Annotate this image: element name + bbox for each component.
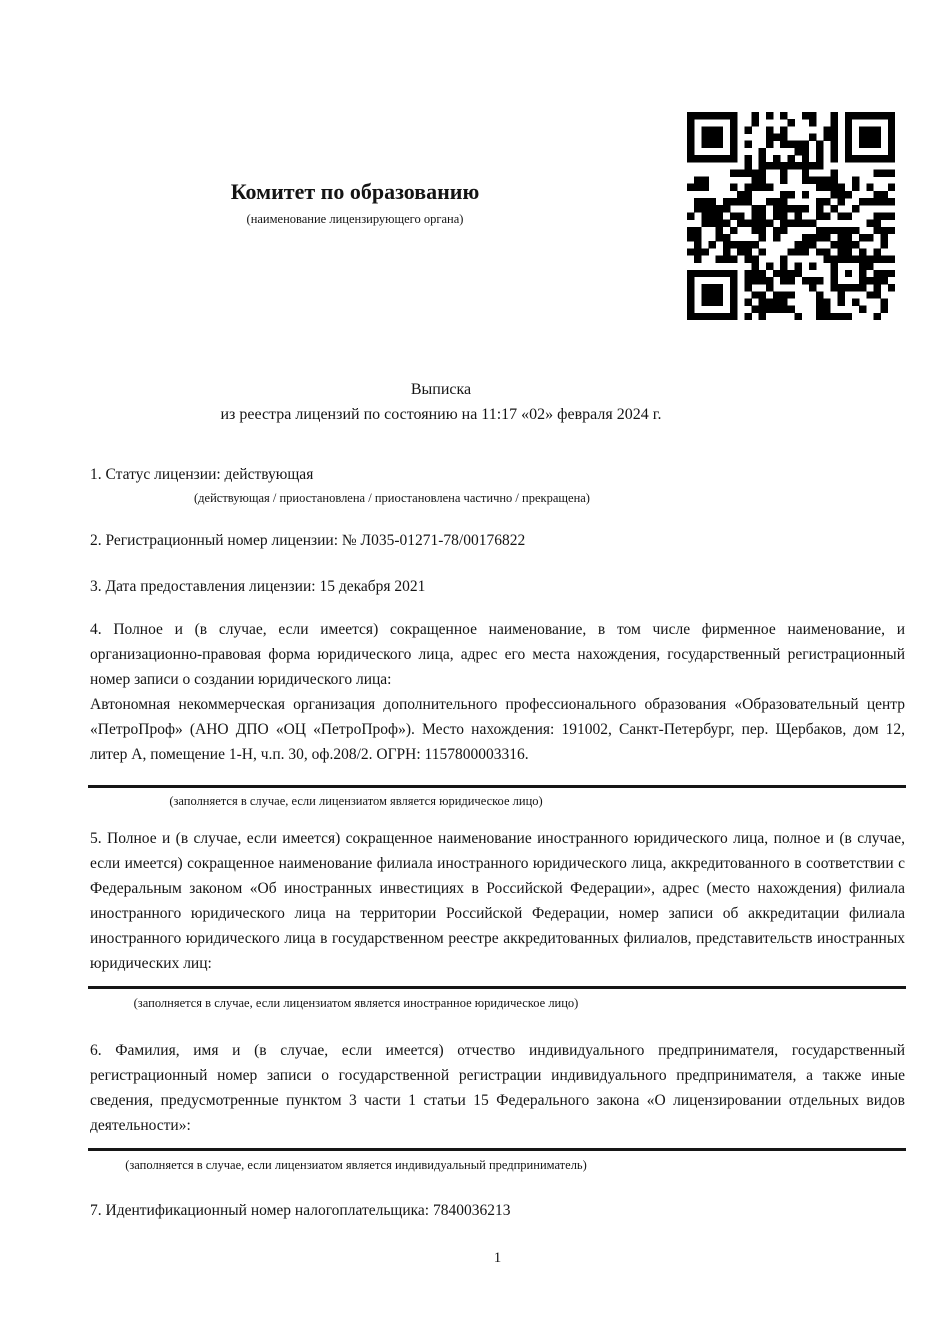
item-license-status: 1. Статус лицензии: действующая [90, 466, 314, 483]
item-individual-entrepreneur-label: 6. Фамилия, имя и (в случае, если имеется) отчество индивидуального предпринимателя, государственный регистрационный номер записи о государственной регистрации индивидуального предпринимателя, а также иные сведения, предусмотренные пунктом 3 части 1 статьи 15 Федерального закона «О лицензировании отдельных видов деятельности»: [90, 1042, 905, 1134]
document-subtitle: из реестра лицензий по состоянию на 11:17 «02» февраля 2024 г. [220, 406, 662, 423]
item-foreign-entity-label: 5. Полное и (в случае, если имеется) сокращенное наименование иностранного юридического лица, полное и (в случае, если имеется) сокращенное наименование филиала иностранного юридического лица, аккредитованного в соответствии с Федеральным законом «Об иностранных инвестициях в Российской Федерации», адрес (место нахождения) филиала иностранного юридического лица на территории Российской Федерации, номер записи об аккредитации филиала иностранного юридического лица в государственном реестре аккредитованных филиалов, представительств иностранных юридических лиц: [90, 830, 905, 972]
foreign-entity-field-rule [88, 986, 906, 989]
licensing-authority-name: Комитет по образованию [230, 179, 480, 204]
licensing-authority-block [90, 179, 620, 228]
document-title: Выписка [410, 381, 472, 398]
item-foreign-entity-caption: (заполняется в случае, если лицензиатом является иностранное юридическое лицо) [133, 996, 579, 1010]
item-legal-entity-label: 4. Полное и (в случае, если имеется) сокращенное наименование, в том числе фирменное наименование, и организационно-правовая форма юридического лица, адрес его места нахождения, государственный регистрационный номер записи о создании юридического лица: [90, 621, 905, 688]
item-registration-number: 2. Регистрационный номер лицензии: № Л035-01271-78/00176822 [90, 532, 526, 549]
licensing-authority-caption: (наименование лицензирующего органа) [246, 212, 464, 226]
individual-entrepreneur-field-rule [88, 1148, 906, 1151]
qr-code-icon [687, 112, 895, 320]
item-grant-date: 3. Дата предоставления лицензии: 15 декабря 2021 [90, 578, 426, 595]
item-foreign-entity [90, 826, 905, 976]
document-title-block [90, 377, 792, 427]
legal-entity-field-rule [88, 785, 906, 788]
item-individual-entrepreneur-caption: (заполняется в случае, если лицензиатом является индивидуальный предприниматель) [125, 1158, 587, 1172]
item-license-status-caption: (действующая / приостановлена / приостановлена частично / прекращена) [194, 491, 590, 505]
item-legal-entity-caption: (заполняется в случае, если лицензиатом является юридическое лицо) [169, 794, 543, 808]
item-legal-entity [90, 617, 905, 767]
item-individual-entrepreneur [90, 1038, 905, 1138]
page-number: 1 [493, 1250, 502, 1266]
item-taxpayer-number: 7. Идентификационный номер налогоплательщика: 7840036213 [90, 1202, 511, 1219]
item-legal-entity-value: Автономная некоммерческая организация дополнительного профессионального образования «Образовательный центр «ПетроПроф» (АНО ДПО «ОЦ «ПетроПроф»). Место нахождения: 191002, Санкт-Петербург, пер. Щербаков, дом 12, литер А, помещение 1-Н, ч.п. 30, оф.208/2. ОГРН: 1157800003316. [90, 696, 905, 763]
